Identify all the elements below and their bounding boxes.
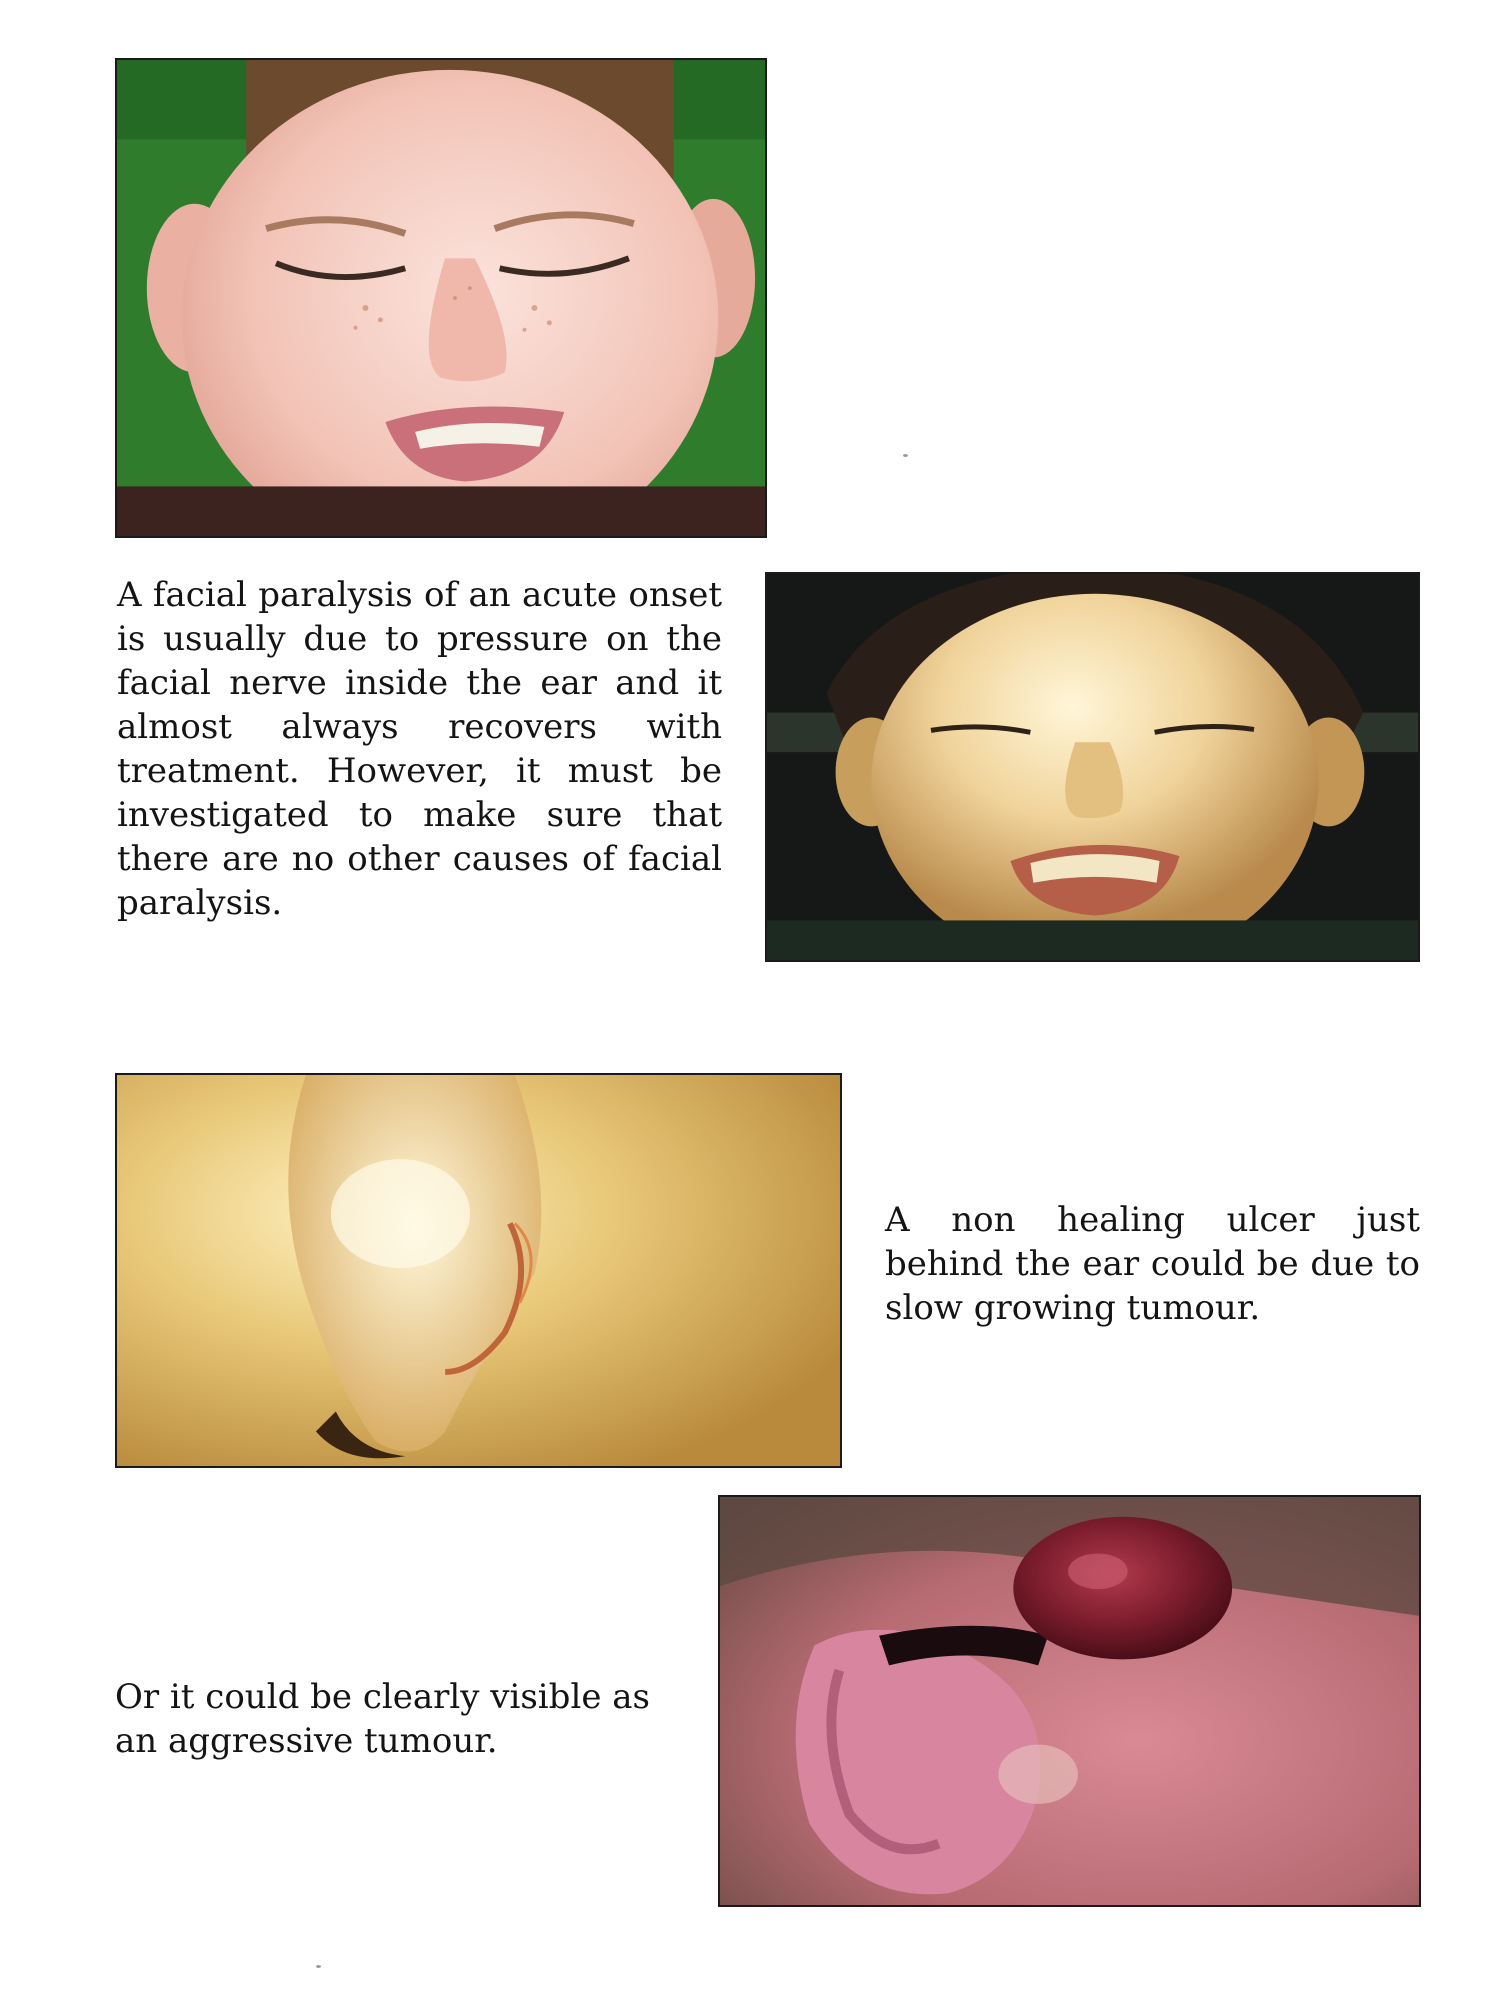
ear-tumour-illustration: [720, 1497, 1419, 1905]
photo-ear-ulcer: [115, 1073, 842, 1468]
caption-facial-paralysis: A facial paralysis of an acute onset is usually due to pressure on the facial nerve inside the ear and it almost always recovers with treatment. However, it must be investigated to make sure that there are no other causes of facial paralysis.: [117, 575, 722, 923]
boy-eyes-closed-illustration: [767, 574, 1418, 960]
photo-boy-grimace: [115, 58, 767, 538]
print-speck: [316, 1965, 321, 1968]
photo-ear-tumour: [718, 1495, 1421, 1907]
ear-ulcer-illustration: [117, 1075, 840, 1466]
photo-boy-eyes-closed: [765, 572, 1420, 962]
boy-grimace-illustration: [117, 60, 765, 536]
caption-ulcer: A non healing ulcer just behind the ear could be due to slow growing tumour.: [885, 1200, 1420, 1328]
print-speck: [903, 454, 908, 457]
caption-tumour: Or it could be clearly visible as an aggressive tumour.: [115, 1677, 650, 1761]
